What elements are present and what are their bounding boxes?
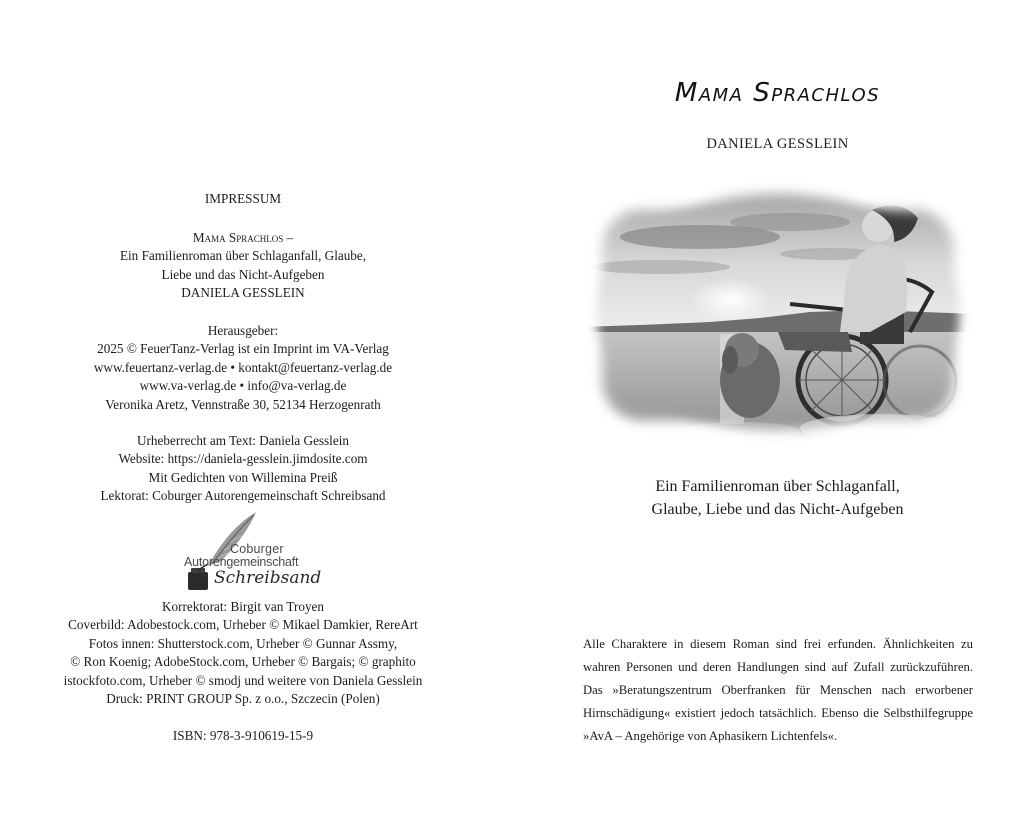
credits-line: istockfoto.com, Urheber © smodj und weitere von Daniela Gesslein [63,672,423,688]
impressum-heading-text: IMPRESSUM [204,191,282,206]
subtitle-line: Glaube, Liebe und das Nicht-Aufgeben [651,501,904,518]
impressum-publisher-block [0,322,486,414]
impressum-rights-block [0,432,486,506]
rights-line: Mit Gedichten von Willemina Preiß [148,469,338,485]
woman-wheelchair-dog-illustration [580,182,976,450]
rights-line: Lektorat: Coburger Autorengemeinschaft Schreibsand [100,488,386,504]
book-subtitle [510,475,1020,521]
cover-photo [580,182,976,450]
isbn-text: ISBN: 978-3-910619-15-9 [172,728,314,743]
publisher-line: www.va-verlag.de • info@va-verlag.de [139,378,347,394]
credits-line: Coverbild: Adobestock.com, Urheber © Mikael Damkier, RereArt [68,617,418,633]
credits-line: © Ron Koenig; AdobeStock.com, Urheber © Bargais; © graphito [70,654,416,670]
disclaimer-paragraph: Alle Charaktere in diesem Roman sind frei erfunden. Ähnlichkeiten zu wahren Personen und deren Handlungen sind auf Zufall zurückzuführen. Das »Beratungszentrum Oberfranken für Menschen nach erworbener Hirnschädigung« existiert jedoch tatsächlich. Ebenso die Selbsthilfegruppe »AvA – Angehörige von Aphasikern Lichtenfels«. [583,637,973,743]
publisher-label: Herausgeber: [207,323,279,338]
impressum-subtitle-line: Liebe und das Nicht-Aufgeben [161,266,325,282]
logo-text-schreibsand: Schreibsand [214,568,322,588]
book-title: Mama Sprachlos [674,78,881,108]
logo-text-coburger: Coburger [230,542,284,556]
publisher-line: www.feuertanz-verlag.de • kontakt@feuertanz-verlag.de [93,359,393,375]
subtitle-line: Ein Familienroman über Schlaganfall, [655,478,900,495]
credits-line: Druck: PRINT GROUP Sp. z o.o., Szczecin (Polen) [106,691,380,707]
schreibsand-logo [178,508,322,594]
rights-website: Website: https://daniela-gesslein.jimdosite.com [118,451,368,467]
rights-line: Urheberrecht am Text: Daniela Gesslein [137,433,349,448]
logo-text-autorengemeinschaft: Autorengemeinschaft [184,555,299,569]
credits-line: Fotos innen: Shutterstock.com, Urheber © Gunnar Assmy, [88,635,398,651]
credits-line: Korrektorat: Birgit van Troyen [161,599,325,614]
impressum-subtitle-line: Ein Familienroman über Schlaganfall, Glaube, [119,248,367,264]
impressum-isbn [0,727,486,745]
title-page [510,0,1020,815]
publisher-line: 2025 © FeuerTanz-Verlag ist ein Imprint im VA-Verlag [97,341,389,357]
impressum-title-block [0,229,486,303]
book-author: DANIELA GESSLEIN [706,136,849,152]
impressum-author: DANIELA GESSLEIN [181,285,305,301]
impressum-credits-block [0,598,486,708]
publisher-address: Veronika Aretz, Vennstraße 30, 52134 Herzogenrath [105,396,381,412]
impressum-heading [0,190,486,208]
impressum-book-title: Mama Sprachlos – [192,230,294,245]
